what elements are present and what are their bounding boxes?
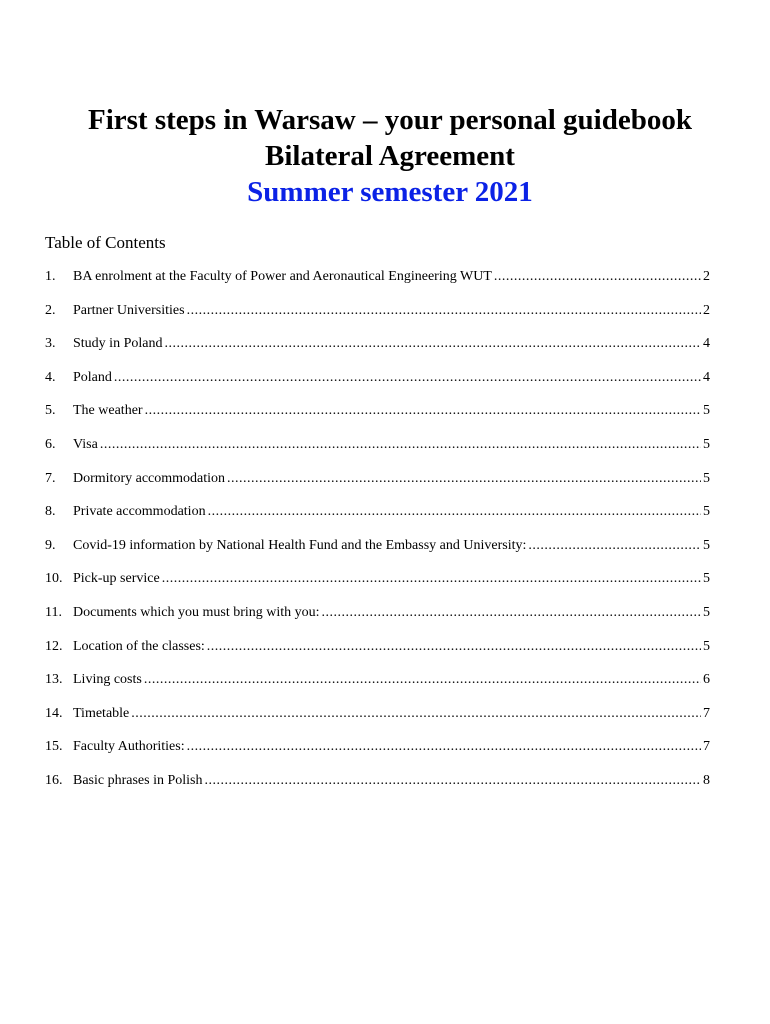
toc-entry-number: 7. [45, 470, 56, 486]
toc-entry[interactable] [45, 400, 710, 434]
toc-entry[interactable] [45, 703, 710, 737]
toc-entry[interactable] [45, 669, 710, 703]
toc-entry-title[interactable]: Pick-up service [73, 571, 160, 587]
toc-entry[interactable] [45, 535, 710, 569]
toc-entry-title[interactable]: Covid-19 information by National Health Fund and the Embassy and University: [73, 537, 527, 553]
semester-heading: Summer semester 2021 [247, 176, 533, 208]
toc-entry-page-number: 5 [703, 470, 710, 486]
toc-entry-title[interactable]: Timetable [73, 705, 130, 721]
toc-entry[interactable] [45, 333, 710, 367]
toc-dot-leader [187, 736, 701, 758]
toc-entry-title[interactable]: The weather [73, 403, 143, 419]
toc-entry-title[interactable]: Faculty Authorities: [73, 739, 185, 755]
toc-entry-page-number: 2 [703, 269, 710, 284]
toc-entry-title[interactable]: Documents which you must bring with you: [73, 604, 320, 620]
toc-entry-number: 11. [45, 604, 62, 620]
toc-heading: Table of Contents [45, 233, 166, 252]
toc-entry-title[interactable]: Study in Poland [73, 336, 163, 352]
toc-entry-page-number: 6 [703, 672, 710, 688]
toc-dot-leader [322, 602, 701, 624]
toc-entry-number: 5. [45, 403, 56, 419]
toc-dot-leader [144, 669, 701, 691]
toc-dot-leader [227, 468, 701, 490]
toc-entry[interactable] [45, 367, 710, 401]
toc-entry-title[interactable]: Visa [73, 436, 98, 452]
toc-dot-leader [528, 535, 701, 557]
document-title: First steps in Warsaw – your personal guidebook [88, 104, 692, 136]
toc-dot-leader [114, 367, 701, 389]
toc-dot-leader [162, 568, 701, 590]
document-subtitle: Bilateral Agreement [265, 140, 515, 172]
toc-dot-leader [208, 501, 701, 523]
toc-entry-number: 3. [45, 336, 56, 352]
toc-entry-page-number: 2 [703, 302, 710, 318]
toc-dot-leader [145, 400, 701, 422]
toc-entry[interactable] [45, 468, 710, 502]
toc-entry-number: 2. [45, 302, 56, 318]
toc-entry-number: 10. [45, 571, 63, 587]
toc-entry-page-number: 5 [703, 436, 710, 452]
toc-dot-leader [187, 300, 701, 322]
toc-entry-page-number: 5 [703, 571, 710, 587]
toc-entry-number: 15. [45, 739, 63, 755]
toc-entry-number: 6. [45, 436, 56, 452]
toc-entry-number: 14. [45, 705, 63, 721]
toc-entry-number: 9. [45, 537, 56, 553]
toc-entry-number: 12. [45, 638, 63, 654]
toc-entry[interactable] [45, 501, 710, 535]
toc-entry[interactable] [45, 736, 710, 770]
toc-entry[interactable] [45, 636, 710, 670]
toc-dot-leader [164, 333, 701, 355]
toc-entry-page-number: 4 [703, 336, 710, 352]
toc-entry[interactable] [45, 434, 710, 468]
toc-entry-page-number: 5 [703, 403, 710, 419]
toc-dot-leader [205, 770, 702, 792]
toc-entry-title[interactable]: Dormitory accommodation [73, 470, 226, 486]
toc-entry-title[interactable]: Poland [73, 369, 112, 385]
toc-entry-title[interactable]: Living costs [73, 672, 142, 688]
toc-entry[interactable] [45, 602, 710, 636]
toc-dot-leader [131, 703, 701, 725]
toc-entry-title[interactable]: Location of the classes: [73, 638, 205, 654]
toc-entry-number: 13. [45, 672, 63, 688]
toc-entry[interactable] [45, 266, 710, 300]
toc-entry-page-number: 7 [703, 705, 710, 721]
toc-entry-title[interactable]: Partner Universities [73, 302, 185, 318]
toc-entry-page-number: 5 [703, 537, 710, 553]
toc-entry-page-number: 7 [703, 739, 710, 755]
toc-dot-leader [494, 266, 701, 288]
toc-entry-title[interactable]: BA enrolment at the Faculty of Power and Aeronautical Engineering WUT [73, 269, 492, 284]
toc-entry-number: 1. [45, 269, 56, 284]
toc-entry-page-number: 4 [703, 369, 710, 385]
toc-entry-number: 8. [45, 504, 56, 520]
toc-entry-title[interactable]: Private accommodation [73, 504, 206, 520]
toc-entry-title[interactable]: Basic phrases in Polish [73, 772, 203, 788]
toc-entry-number: 16. [45, 772, 63, 788]
toc-entry[interactable] [45, 300, 710, 334]
toc-entry[interactable] [45, 770, 710, 804]
title-block [0, 102, 770, 210]
toc-entry-page-number: 5 [703, 638, 710, 654]
toc-entry-page-number: 8 [703, 772, 710, 788]
toc-dot-leader [207, 636, 701, 658]
toc-entry-page-number: 5 [703, 604, 710, 620]
toc-entry-number: 4. [45, 369, 56, 385]
toc-entry-page-number: 5 [703, 504, 710, 520]
toc-dot-leader [100, 434, 701, 456]
toc-entry[interactable] [45, 568, 710, 602]
table-of-contents [45, 266, 710, 804]
